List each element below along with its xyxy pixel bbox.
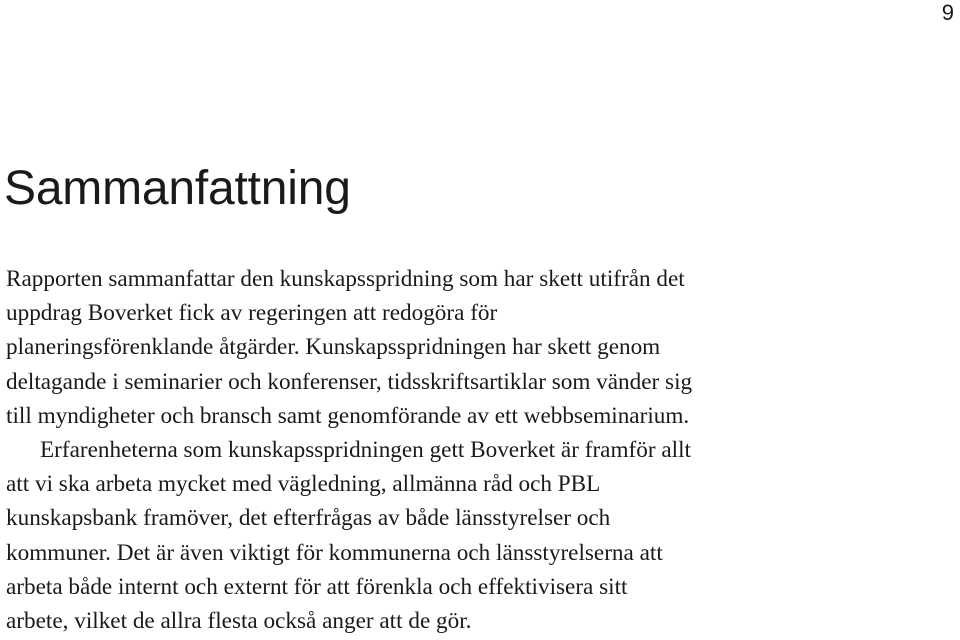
text-line: Rapporten sammanfattar den kunskapsspridning som har skett utifrån det bbox=[6, 266, 685, 292]
text-line: deltagande i seminarier och konferenser, tidsskriftsartiklar som vänder sig bbox=[6, 368, 693, 395]
text-line: till myndigheter och bransch samt genomförande av ett webbseminarium. bbox=[6, 402, 690, 429]
text-line: planeringsförenklande åtgärder. Kunskapsspridningen har skett genom bbox=[6, 334, 661, 361]
summary-text bbox=[6, 262, 906, 638]
text-line: arbeta både internt och externt för att förenkla och effektivisera sitt bbox=[6, 573, 628, 600]
text-line: Erfarenheterna som kunskapsspridningen gett Boverket är framför allt bbox=[40, 437, 691, 464]
page-number: 9 bbox=[941, 0, 954, 25]
text-line: arbete, vilket de allra flesta också anger att de gör. bbox=[6, 608, 472, 635]
text-line: att vi ska arbeta mycket med vägledning, allmänna råd och PBL bbox=[6, 471, 601, 498]
paragraph-2 bbox=[6, 433, 906, 638]
text-line: uppdrag Boverket fick av regeringen att redogöra för bbox=[6, 300, 498, 327]
page-title: Sammanfattning bbox=[4, 162, 351, 215]
text-line: kommuner. Det är även viktigt för kommunerna och länsstyrelserna att bbox=[6, 539, 663, 566]
paragraph-1 bbox=[6, 262, 906, 433]
text-line: kunskapsbank framöver, det efterfrågas av både länsstyrelser och bbox=[6, 505, 611, 532]
